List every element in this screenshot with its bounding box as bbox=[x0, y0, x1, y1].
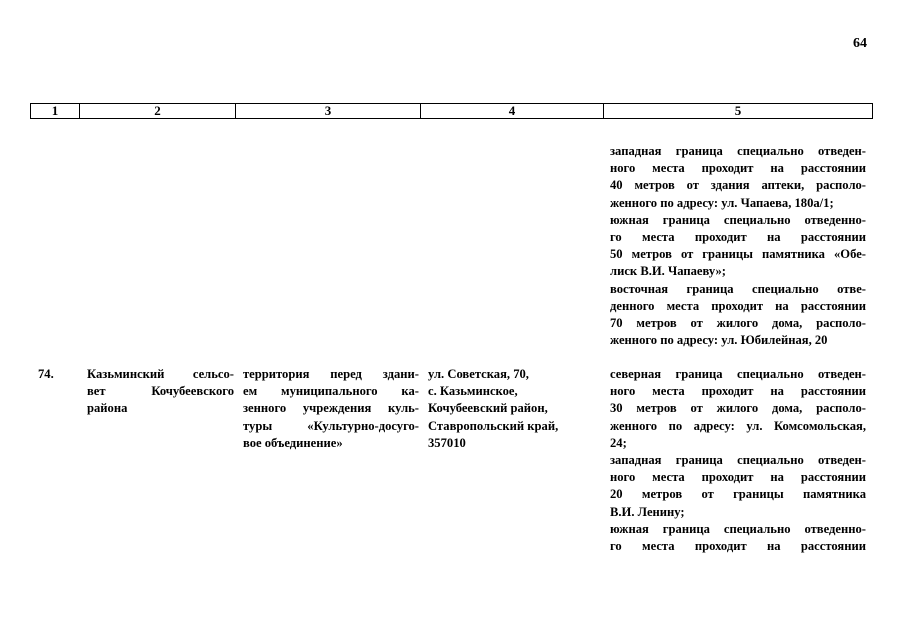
text-line: ного места проходит на расстоянии bbox=[610, 161, 866, 176]
text-line: женного по адресу: ул. Комсомольская, bbox=[610, 418, 866, 433]
text-line: с. Казьминское, bbox=[428, 384, 518, 399]
page-number: 64 bbox=[853, 36, 867, 51]
text-line: 40 метров от здания аптеки, располо- bbox=[610, 178, 866, 193]
text-line: 357010 bbox=[428, 435, 466, 450]
column-header-1: 1 bbox=[31, 104, 80, 119]
row-number: 74. bbox=[38, 367, 54, 381]
column-header-3: 3 bbox=[236, 104, 421, 119]
text-line: 30 метров от жилого дома, располо- bbox=[610, 401, 866, 416]
text-line: южная граница специально отведенно- bbox=[610, 212, 866, 227]
row-74-col3 bbox=[243, 366, 419, 452]
continuation-col5 bbox=[610, 143, 866, 349]
text-line: Казьминский сельсо- bbox=[87, 367, 234, 381]
column-header-4: 4 bbox=[421, 104, 604, 119]
text-line: южная граница специально отведенно- bbox=[610, 521, 866, 536]
text-line: В.И. Ленину; bbox=[610, 504, 685, 519]
column-header-5: 5 bbox=[604, 104, 873, 119]
text-line: восточная граница специально отве- bbox=[610, 281, 866, 296]
text-line: района bbox=[87, 401, 128, 416]
text-line: Кочубеевский район, bbox=[428, 401, 548, 416]
text-line: женного по адресу: ул. Юбилейная, 20 bbox=[610, 333, 828, 348]
text-line: 20 метров от границы памятника bbox=[610, 487, 866, 502]
text-line: 50 метров от границы памятника «Обе- bbox=[610, 247, 866, 262]
column-header-2: 2 bbox=[80, 104, 236, 119]
text-line: 24; bbox=[610, 435, 627, 450]
text-line: ем муниципального ка- bbox=[243, 384, 419, 399]
row-74-col2 bbox=[87, 366, 234, 418]
text-line: го места проходит на расстоянии bbox=[610, 230, 866, 245]
column-header-row bbox=[30, 103, 873, 119]
text-line: северная граница специально отведен- bbox=[610, 367, 866, 381]
row-74-number bbox=[38, 366, 78, 383]
text-line: женного по адресу: ул. Чапаева, 180а/1; bbox=[610, 195, 834, 210]
text-line: 70 метров от жилого дома, располо- bbox=[610, 316, 866, 331]
text-line: ного места проходит на расстоянии bbox=[610, 384, 866, 399]
row-74-col4 bbox=[428, 366, 600, 452]
text-line: западная граница специально отведен- bbox=[610, 453, 866, 468]
row-74-col5 bbox=[610, 366, 866, 555]
text-line: го места проходит на расстоянии bbox=[610, 539, 866, 554]
text-line: территория перед здани- bbox=[243, 367, 419, 381]
text-line: зенного учреждения куль- bbox=[243, 401, 419, 416]
text-line: Ставропольский край, bbox=[428, 418, 559, 433]
text-line: вет Кочубеевского bbox=[87, 384, 234, 399]
text-line: ного места проходит на расстоянии bbox=[610, 470, 866, 485]
text-line: туры «Культурно-досуго- bbox=[243, 418, 419, 433]
text-line: денного места проходит на расстоянии bbox=[610, 298, 866, 313]
text-line: ул. Советская, 70, bbox=[428, 367, 529, 381]
text-line: западная граница специально отведен- bbox=[610, 144, 866, 158]
text-line: вое объединение» bbox=[243, 435, 343, 450]
text-line: лиск В.И. Чапаеву»; bbox=[610, 264, 726, 279]
